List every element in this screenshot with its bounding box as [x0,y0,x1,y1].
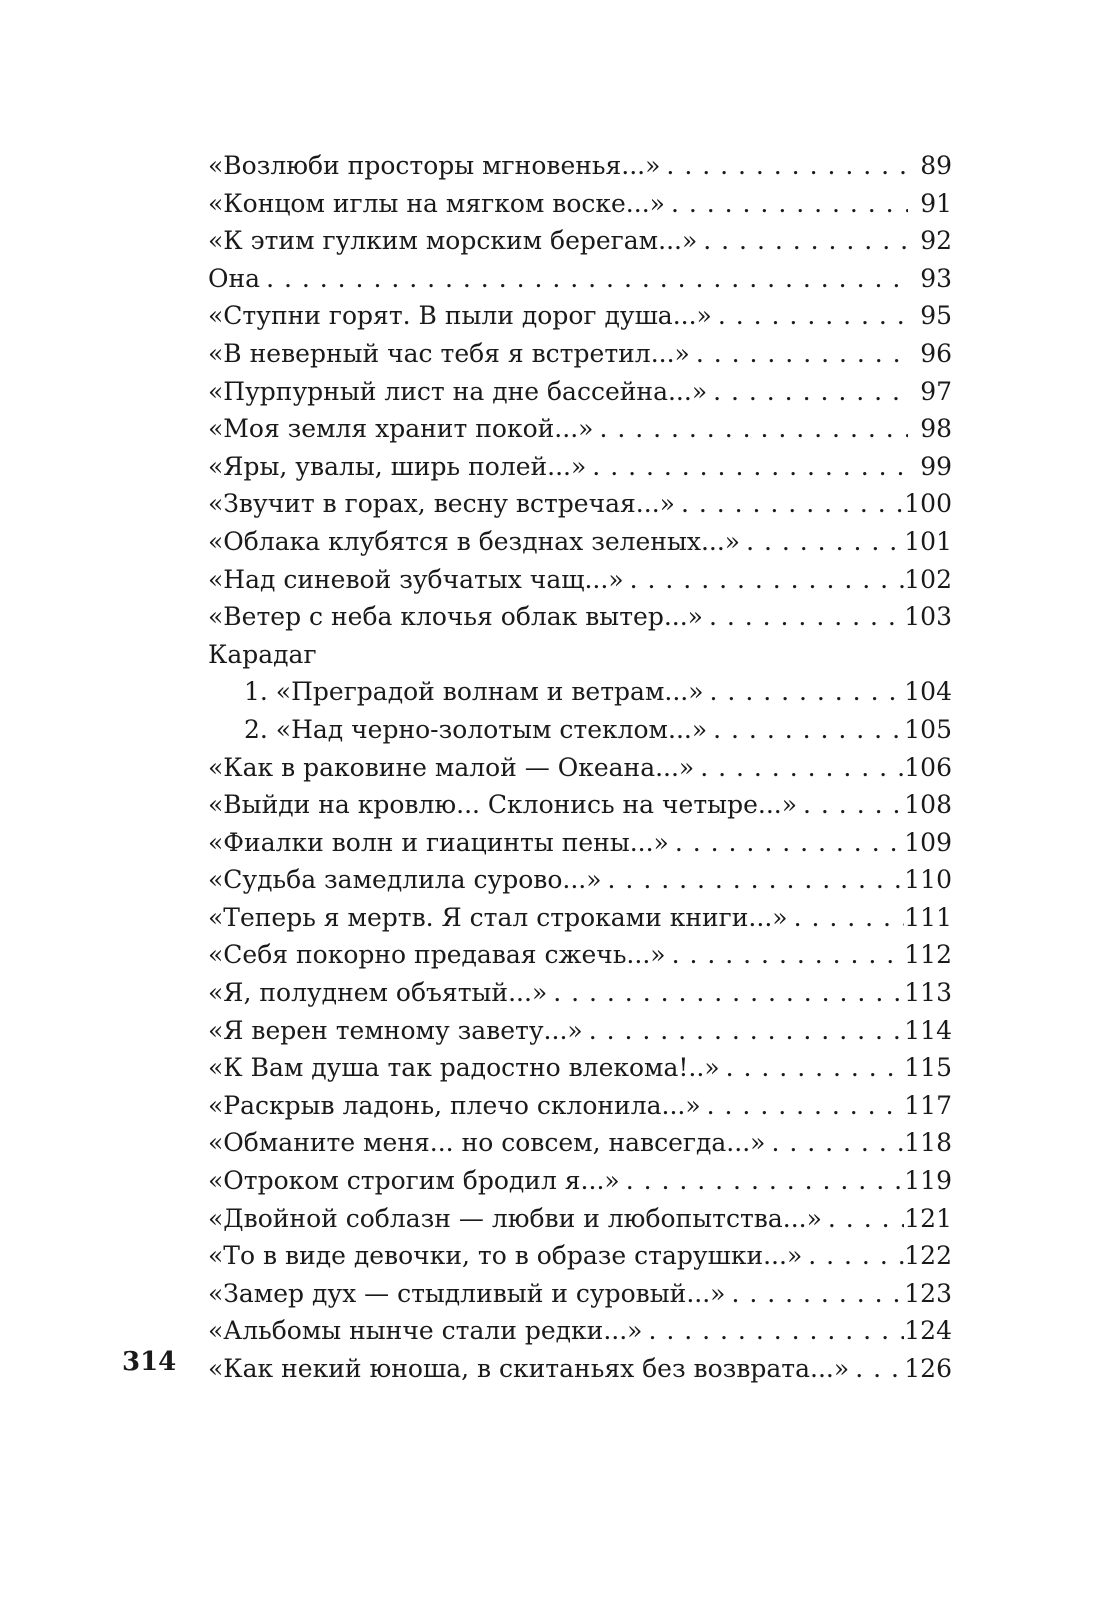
toc-entry [208,410,952,448]
toc-entry-title: «Выйди на кровлю... Склонись на четыре...» [208,790,798,820]
toc-entry-title: «Ветер с неба клочья облак вытер...» [208,602,703,632]
toc-entry-page: 110 [904,865,952,895]
toc-entry [208,1162,952,1200]
toc-entry [208,561,952,599]
toc-entry-title: «Я верен темному завету...» [208,1015,583,1045]
toc-dot-leader [740,523,904,561]
toc-entry-title: «Себя покорно предавая сжечь...» [208,940,666,970]
toc-entry-title: «Теперь я мертв. Я стал строками книги...» [208,902,788,932]
toc-entry-title: «Концом иглы на мягком воске...» [208,188,665,218]
toc-entry-title: Карадаг [208,639,317,669]
toc-entry-title: «Замер дух — стыдливый и суровый...» [208,1278,726,1308]
toc-dot-leader [690,335,908,373]
toc-dot-leader [725,1275,904,1313]
toc-entry-title: «Отроком строгим бродил я...» [208,1166,620,1196]
toc-entry-page: 123 [904,1278,952,1308]
toc-entry-title: 1. «Преградой волнам и ветрам...» [244,677,704,707]
toc-dot-leader [802,1237,904,1275]
toc-entry-title: «К этим гулким морским берегам...» [208,226,698,256]
toc-entry-page: 118 [904,1128,952,1158]
toc-entry [208,786,952,824]
toc-dot-leader [694,749,904,787]
toc-dot-leader [583,1012,905,1050]
toc-entry-title: «К Вам душа так радостно влекома!..» [208,1053,720,1083]
toc-entry [208,260,952,298]
toc-dot-leader [260,260,908,298]
toc-entry-title: «Обманите меня... но совсем, навсегда...» [208,1128,766,1158]
toc-entry-page: 106 [904,752,952,782]
toc-entry [208,598,952,636]
toc-entry-title: «Возлюби просторы мгновенья...» [208,151,661,180]
toc-dot-leader [660,147,908,185]
toc-entry-page: 93 [920,263,952,293]
toc-dot-leader [797,786,904,824]
toc-dot-leader [788,899,905,937]
toc-entry-title: «Как некий юноша, в скитаньях без возврата...» [208,1354,850,1383]
toc-entry-title: «Звучит в горах, весну встречая...» [208,489,675,519]
toc-entry-page: 97 [920,376,952,406]
toc-dot-leader [849,1350,904,1388]
toc-dot-leader [720,1049,905,1087]
toc-dot-leader [704,673,905,711]
toc-entry-title: «Как в раковине малой — Океана...» [208,752,695,782]
toc-dot-leader [666,936,905,974]
toc-entry [208,974,952,1012]
toc-entry [208,185,952,223]
toc-dot-leader [765,1124,904,1162]
toc-entry-page: 96 [920,338,952,368]
toc-entry-page: 121 [904,1203,952,1233]
toc-dot-leader [602,861,905,899]
toc-entry-title: «В неверный час тебя я встретил...» [208,338,690,368]
toc-entry-title: Она [208,263,261,293]
toc-dot-leader [703,598,904,636]
toc-entry-page: 98 [920,414,952,444]
toc-entry-page: 101 [904,526,952,556]
page-number: 314 [122,1347,177,1377]
toc-dot-leader [822,1200,904,1238]
toc-dot-leader [547,974,904,1012]
toc-entry [208,673,952,711]
toc-entry [208,523,952,561]
toc-entry-title: «Моя земля хранит покой...» [208,414,594,444]
table-of-contents [208,147,952,1388]
toc-entry-page: 109 [904,827,952,857]
toc-dot-leader [669,824,904,862]
toc-entry-page: 89 [920,151,952,180]
toc-entry-page: 104 [904,677,952,707]
toc-entry-title: «Облака клубятся в безднах зеленых...» [208,526,741,556]
toc-entry-page: 105 [904,714,952,744]
toc-dot-leader [707,373,908,411]
toc-entry-title: «Альбомы нынче стали редки...» [208,1316,643,1346]
toc-entry-page: 91 [920,188,952,218]
toc-entry-page: 111 [904,902,952,932]
toc-entry [208,1049,952,1087]
toc-entry-page: 117 [904,1090,952,1120]
toc-entry-title: «Раскрыв ладонь, плечо склонила...» [208,1090,701,1120]
toc-entry-title: «Двойной соблазн — любви и любопытства...» [208,1203,822,1233]
toc-dot-leader [675,485,904,523]
toc-entry-page: 92 [920,226,952,256]
toc-entry [208,373,952,411]
toc-entry-page: 124 [904,1316,952,1346]
toc-dot-leader [586,448,908,486]
toc-entry [208,861,952,899]
toc-entry-page: 100 [904,489,952,519]
toc-entry [208,147,952,185]
toc-entry [208,1012,952,1050]
toc-entry-title: «Я, полуднем объятый...» [208,978,548,1008]
toc-entry-title: «Над синевой зубчатых чащ...» [208,564,624,594]
toc-entry [208,335,952,373]
toc-entry-title: «Яры, увалы, ширь полей...» [208,451,587,481]
toc-entry [208,824,952,862]
toc-dot-leader [665,185,908,223]
toc-entry-page: 119 [904,1166,952,1196]
toc-entry [208,485,952,523]
toc-dot-leader [624,561,905,599]
toc-entry [208,297,952,335]
toc-entry-page: 99 [920,451,952,481]
toc-dot-leader [697,222,908,260]
toc-dot-leader [620,1162,905,1200]
toc-entry-title: «Пурпурный лист на дне бассейна...» [208,376,708,406]
toc-entry [208,936,952,974]
toc-entry [208,1124,952,1162]
toc-entry-page: 103 [904,602,952,632]
toc-entry [208,1237,952,1275]
toc-entry-page: 102 [904,564,952,594]
toc-dot-leader [712,297,908,335]
toc-entry-title: «Судьба замедлила сурово...» [208,865,602,895]
toc-entry [208,711,952,749]
toc-dot-leader [701,1087,905,1125]
toc-entry-title: «Ступни горят. В пыли дорог душа...» [208,301,712,331]
toc-entry-page: 113 [904,978,952,1008]
toc-entry-title: «Фиалки волн и гиацинты пены...» [208,827,669,857]
toc-entry [208,1350,952,1388]
toc-entry [208,899,952,937]
toc-dot-leader [707,711,904,749]
toc-entry-page: 114 [904,1015,952,1045]
toc-dot-leader [642,1312,904,1350]
toc-entry-title: «То в виде девочки, то в образе старушки...» [208,1241,803,1271]
toc-entry [208,1087,952,1125]
toc-entry-page: 115 [904,1053,952,1083]
toc-entry-page: 126 [904,1354,952,1383]
toc-entry-page: 95 [920,301,952,331]
toc-entry [208,1312,952,1350]
toc-entry [208,222,952,260]
toc-entry [208,1200,952,1238]
toc-entry-page: 122 [904,1241,952,1271]
toc-entry-page: 108 [904,790,952,820]
toc-entry [208,636,952,674]
toc-entry [208,1275,952,1313]
toc-entry-title: 2. «Над черно-золотым стеклом...» [244,714,708,744]
toc-entry [208,749,952,787]
toc-entry [208,448,952,486]
toc-entry-page: 112 [904,940,952,970]
toc-dot-leader [593,410,908,448]
